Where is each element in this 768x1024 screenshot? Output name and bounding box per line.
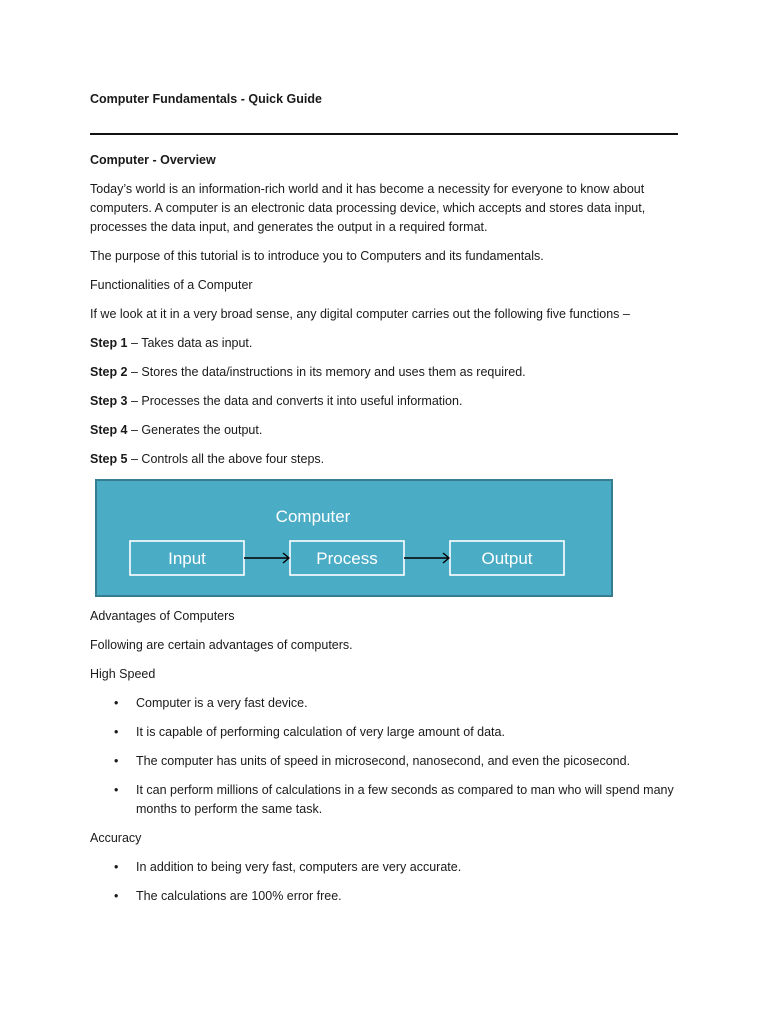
step-5-text: – Controls all the above four steps. bbox=[127, 452, 325, 466]
list-item bbox=[90, 694, 680, 713]
step-3-label: Step 3 bbox=[90, 394, 128, 408]
advantages-heading: Advantages of Computers bbox=[90, 609, 235, 623]
list-item-text: It can perform millions of calculations in a few seconds as compared to man who will spend many months to perform the same task. bbox=[136, 783, 674, 816]
list-item bbox=[90, 723, 680, 742]
diagram-title: Computer bbox=[275, 507, 351, 526]
bullet-icon: • bbox=[114, 696, 119, 710]
diagram-label-input: Input bbox=[168, 549, 206, 568]
bullet-icon: • bbox=[114, 889, 119, 903]
list-item-text: In addition to being very fast, computers are very accurate. bbox=[136, 860, 462, 874]
step-1 bbox=[90, 334, 680, 353]
step-1-text: – Takes data as input. bbox=[127, 336, 253, 350]
advantages-intro-paragraph: Following are certain advantages of computers. bbox=[90, 638, 353, 652]
list-item bbox=[90, 752, 680, 771]
step-4-label: Step 4 bbox=[90, 423, 128, 437]
document-content bbox=[90, 151, 680, 916]
high-speed-heading: High Speed bbox=[90, 667, 156, 681]
step-3-text: – Processes the data and converts it into useful information. bbox=[127, 394, 463, 408]
list-item-text: Computer is a very fast device. bbox=[136, 696, 308, 710]
step-1-label: Step 1 bbox=[90, 336, 128, 350]
overview-intro-paragraph: Today’s world is an information-rich world and it has become a necessity for everyone to know about computers. A computer is an electronic data processing device, which accepts and stores data input, processes the data input, and generates the output in a required format. bbox=[90, 182, 646, 234]
title-divider bbox=[90, 133, 678, 135]
bullet-icon: • bbox=[114, 860, 119, 874]
list-item-text: The calculations are 100% error free. bbox=[136, 889, 342, 903]
diagram-label-process: Process bbox=[316, 549, 378, 568]
step-5-label: Step 5 bbox=[90, 452, 128, 466]
step-2 bbox=[90, 363, 680, 382]
step-2-text: – Stores the data/instructions in its memory and uses them as required. bbox=[127, 365, 526, 379]
list-item-text: The computer has units of speed in microsecond, nanosecond, and even the picosecond. bbox=[136, 754, 631, 768]
bullet-icon: • bbox=[114, 783, 119, 797]
purpose-paragraph: The purpose of this tutorial is to introduce you to Computers and its fundamentals. bbox=[90, 249, 544, 263]
step-3 bbox=[90, 392, 680, 411]
functions-intro-paragraph: If we look at it in a very broad sense, any digital computer carries out the following five functions – bbox=[90, 307, 630, 321]
accuracy-heading: Accuracy bbox=[90, 831, 142, 845]
diagram-svg bbox=[95, 479, 613, 597]
high-speed-list bbox=[90, 694, 680, 819]
computer-io-diagram bbox=[95, 479, 613, 597]
accuracy-list bbox=[90, 858, 680, 906]
list-item bbox=[90, 887, 680, 906]
document-title: Computer Fundamentals - Quick Guide bbox=[90, 92, 322, 106]
list-item bbox=[90, 781, 680, 819]
diagram-label-output: Output bbox=[481, 549, 533, 568]
step-2-label: Step 2 bbox=[90, 365, 128, 379]
step-4-text: – Generates the output. bbox=[127, 423, 263, 437]
bullet-icon: • bbox=[114, 725, 119, 739]
list-item-text: It is capable of performing calculation of very large amount of data. bbox=[136, 725, 505, 739]
list-item bbox=[90, 858, 680, 877]
step-4 bbox=[90, 421, 680, 440]
functionalities-heading: Functionalities of a Computer bbox=[90, 278, 253, 292]
step-5 bbox=[90, 450, 680, 469]
diagram-background bbox=[96, 480, 612, 596]
bullet-icon: • bbox=[114, 754, 119, 768]
overview-heading: Computer - Overview bbox=[90, 153, 216, 167]
